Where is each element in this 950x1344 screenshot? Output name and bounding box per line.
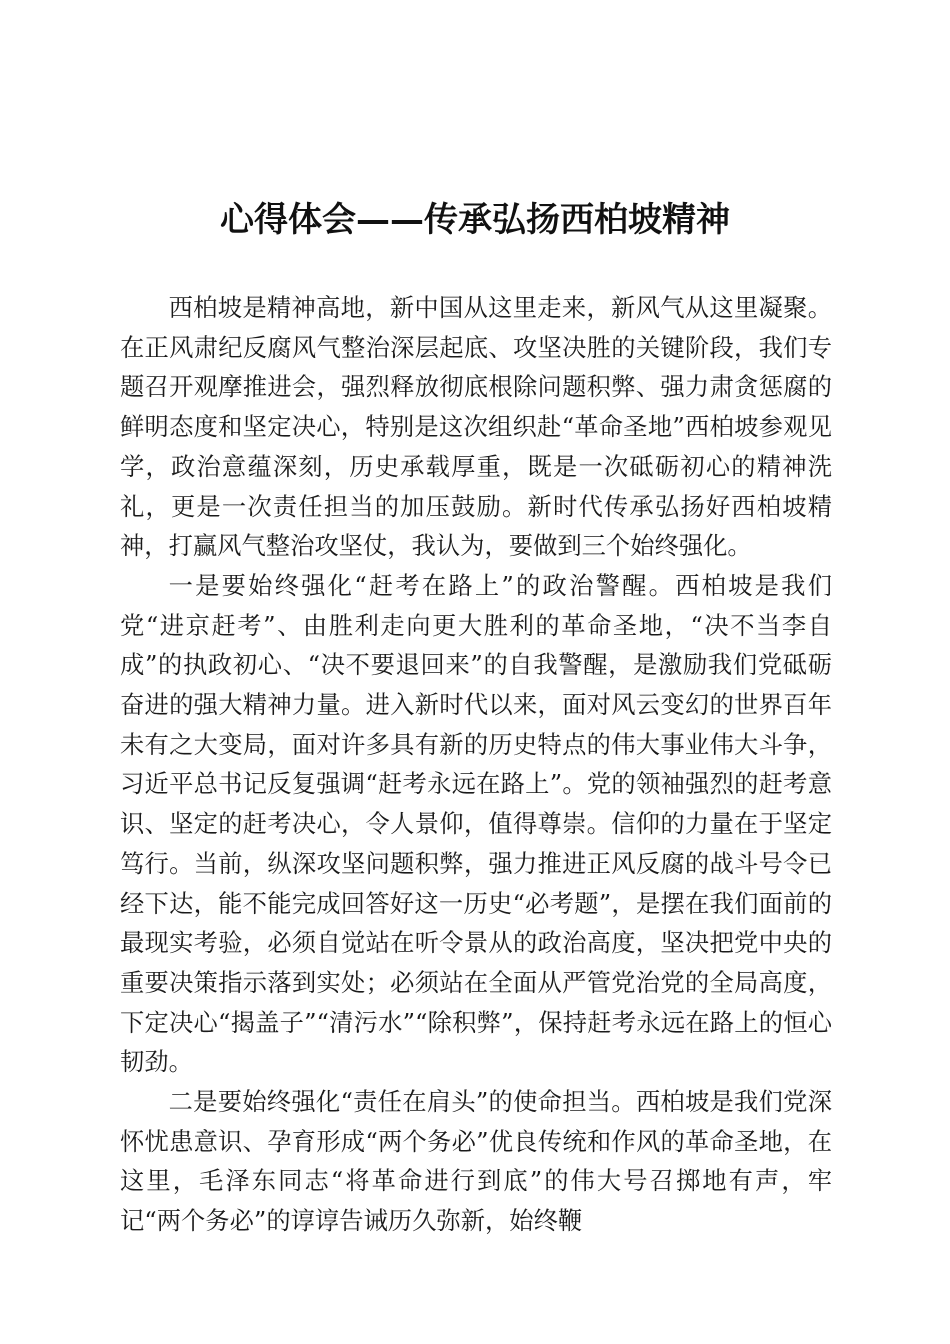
paragraph-intro: 西柏坡是精神高地，新中国从这里走来，新风气从这里凝聚。在正风肃纪反腐风气整治深层起底、攻坚决胜的关键阶段，我们专题召开观摩推进会，强烈释放彻底根除问题积弊、强力肃贪惩腐的鲜明态度和坚定决心，特别是这次组织赴“革命圣地”西柏坡参观见学，政治意蕴深刻，历史承载厚重，既是一次砥砺初心的精神洗礼，更是一次责任担当的加压鼓励。新时代传承弘扬好西柏坡精神，打赢风气整治攻坚仗，我认为，要做到三个始终强化。 — [120, 293, 832, 561]
document-title: 心得体会——传承弘扬西柏坡精神 — [220, 200, 730, 240]
paragraph-point-two: 二是要始终强化“责任在肩头”的使命担当。西柏坡是我们党深怀忧患意识、孕育形成“两个务必”优良传统和作风的革命圣地，在这里，毛泽东同志“将革命进行到底”的伟大号召掷地有声，牢记“两个务必”的谆谆告诫历久弥新，始终鞭 — [120, 1087, 832, 1236]
paragraph-point-one: 一是要始终强化“赶考在路上”的政治警醒。西柏坡是我们党“进京赶考”、由胜利走向更大胜利的革命圣地，“决不当李自成”的执政初心、“决不要退回来”的自我警醒，是激励我们党砥砺奋进的强大精神力量。进入新时代以来，面对风云变幻的世界百年未有之大变局，面对许多具有新的历史特点的伟大事业伟大斗争，习近平总书记反复强调“赶考永远在路上”。党的领袖强烈的赶考意识、坚定的赶考决心，令人景仰，值得尊崇。信仰的力量在于坚定笃行。当前，纵深攻坚问题积弊，强力推进正风反腐的战斗号令已经下达，能不能完成回答好这一历史“必考题”，是摆在我们面前的最现实考验，必须自觉站在听令景从的政治高度，坚决把党中央的重要决策指示落到实处；必须站在全面从严管党治党的全局高度，下定决心“揭盖子”“清污水”“除积弊”，保持赶考永远在路上的恒心韧劲。 — [120, 570, 832, 1077]
document-body — [120, 288, 832, 1241]
